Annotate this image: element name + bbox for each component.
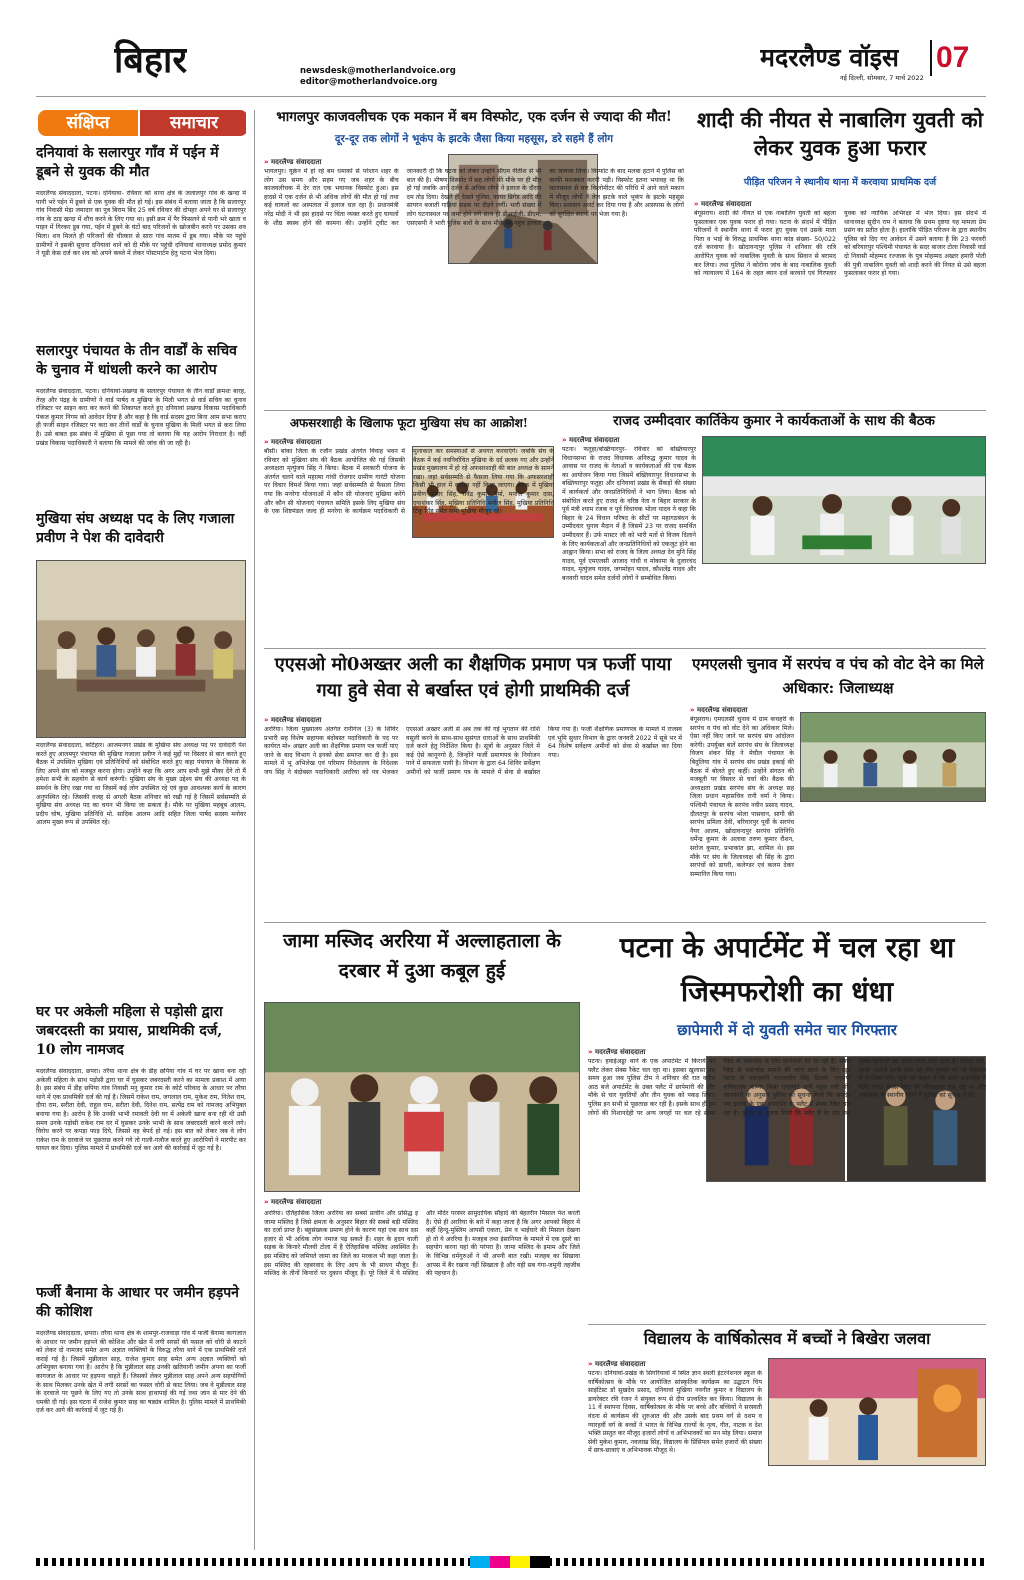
- brief-label-a: संक्षिप्त: [38, 110, 138, 136]
- brief-text: मदरलैण्ड संवाददाता, पटना। दनियावा- रविवार को थाना क्षेत्र के जलालपुर गांव के खन्दा में पानी भरे पईन में डूबने से एक युवक की मौत हो गई। इस संबंध में बताया जाता है कि सलारपुर गांव निवासी मेड़ा जमादार का पुत्र बिराम बिंद 25 वर्ष रविवार की दोपहर अपने घर से सलारपुर गांव के ठाड़ खन्दा में शौच करने के लिए गया था। इसी क्रम में पैर फिसलने से पानी भरे खाता व पाइन में गिरकर डूब गया, पईन में डूबने के घंटों बाद परिजनों के खोजबीन करने पर उसका शव मिला। शव मिलते ही परिजनों की चीत्कार से सारा गांव मातम में डूब गया। मौके पर पहुंचे ग्रामीणों ने इसकी सूचना दनियावां थाने को दी मौके पर पहुंची दनियावां थानाध्यक्ष प्रमोद कुमार ने यूडी केस दर्ज कर शव को अपने कब्जे में लेकर पोस्टमार्टम हेतु पटना भेज दिया।: [36, 190, 246, 258]
- story-headline: शादी की नीयत से नाबालिग युवती को लेकर युवक हुआ फरार: [696, 107, 984, 160]
- story-byline: » मदरलैण्ड संवाददाता: [562, 436, 702, 445]
- email-newsdesk[interactable]: newsdesk@motherlandvoice.org: [300, 66, 456, 76]
- story-byline: » मदरलैण्ड संवाददाता: [264, 438, 414, 447]
- story-subheadline: पीड़ित परिजन ने स्थानीय थाना में करवाया प्राथमिक दर्ज: [743, 177, 937, 188]
- story-text: बेगूसराय। एमएलसी चुनाव में ग्राम कचहरी के सरपंच व पंच को वोट देने का अधिकार मिले। ऐसा नहीं किए जाने पर सरपंच संघ आंदोलन करेगी। उपर्युक्त बातें सरपंच संघ के जिलाध्यक्ष विजय शंकर सिंह ने मेघौल पंचायत के बिदुलिया गांव में सरपंच संघ प्रखंड इकाई की बैठक में बोलते हुए कहीं। उन्होंने संगठन की मजबूती पर विस्तार से चर्चा की। बैठक की अध्यक्षता प्रखंड सरपंच संघ के अध्यक्ष सह जिला प्रधान महासचिव रानी वर्मा ने किया। पश्चिमी पंचायत के सरपंच नवीन प्रसाद यादव, दौलतपुर के सरपंच भोला पासवान, सागी की सरपंच प्रमिला देवी, बरियारपुर पूर्वी के सरपंच नैयर आलम, खोदावन्दपुर सरपंच प्रतिनिधि धर्मेन्द्र कुमार के अलावा तरुण कुमार रौशन, सरोज कुमार, प्रभाकांत झा, शामिल थे। इस मौके पर संघ के जिलाध्यक्ष श्री सिंह के द्वारा सरपंचों को डायरी, कलेण्डर एवं कलम देकर सम्मानित किया गया।: [690, 716, 794, 878]
- page-header: [0, 0, 1024, 100]
- story-text: अररिया। जिला मुख्यालय अंतर्गत रानीगंज (3) के शिविर प्रभारी सह विशेष सहायक बंदोबस्त पदाधिकारी के पद पर कार्यरत मो० अख्तर अली का शैक्षणिक प्रमाण पत्र फर्जी पाए जाने के बाद विभाग ने इनको सेवा समाप्त कर दी है। इस मामले में भू अभिलेख एवं परिमाप निदेशालय के निदेशक जय सिंह ने बंदोबस्त पदाधिकारी अररिया को पत्र भेजकर एएसओ अख्तर अली से अब तक की गई भुगतान की राशि वसूली करने के साथ-साथ सुसंगत धाराओं के साथ प्राथमिकी दर्ज करने हेतु निर्देशित किया है। सूत्रों के अनुसार जिले में कई ऐसे कानूनगो है, जिन्होंने फर्जी प्रमाणपत्र के नियोजन पाने में सफलता पायी है। विभाग के द्वारा 64 शिविर सर्वेक्षण अमीनों को फर्जी प्रमाण पत्र के मामले में सेवा से बर्खास्त किया गया है। फर्जी शैक्षणिक प्रमाणपत्र के मामले में राजस्व एवं भूमि सुधार विभाग के द्वारा जनवरी 2022 में सूबे भर में 64 विशेष सर्वेक्षण अमीनों को सेवा से बर्खास्त कर दिया गया।: [264, 726, 682, 776]
- story-patna: [588, 926, 986, 1322]
- story-headline: एएसओ मो0अख्तर अली का शैक्षणिक प्रमाण पत्र फर्जी पाया गया हुवे सेवा से बर्खास्त एवं होगी प्राथमिकी दर्ज: [274, 654, 672, 701]
- brief-headline: घर पर अकेली महिला से पड़ोसी द्वारा जबरदस्ती का प्रयास, प्राथमिकी दर्ज, 10 लोग नामजद: [36, 1004, 223, 1058]
- story-text: पटना। हवाईअड्डा थाने के एक अपार्टमेंट में किराये का फ्लैट लेकर सेक्स रैकेट चल रहा था। इसका खुलासा उस समय हुआ जब पुलिस टीम ने शनिवार की रात करीब आठ बजे अपार्टमेंट के उक्त फ्लैट में छापेमारी की और मौके से चार युवतियों और तीन युवक को पकड़ लिया। पुलिस इन सभी से पूछताछ कर रही है। इसके साथ ही इन लोगों की निशानदेही पर अन्य जगहों पर चल रहे सेक्स रैकेट के भंडाफोड़ के लिए छापेमारी की जा रही है। सेक्स रैकेट के भंडाफोड़ मामले की जांच करने के लिए खुद पटना के एसएसपी मानवजीत सिंह ढिल्लो, एएसपी सचिवालय काम्या मिश्रा एयरपोर्ट थाने पहुंच गयी थीं। जानकारी के अनुसार पुलिस को सूचना मिली कि जगदेव पथ इलाके के एक अपार्टमेंट के फ्लैट में सेक्स रैकेट चल रहा है। पुलिस के सूचना मिली कि फ्लैट में देर रात तक युवक-युवतियों का आना-जाना लगा रहता है। पकड़ा गया, इसके अलावे उनके साथ रहे तीन युवकों को भी हिरासत में ले लिया गया। सूत्रों का कहना है कि उक्त अपार्टमेंट में फ्लैट लेकर सेक्स रैकेट को गोरखधंधा चल रहा था और आसपास के स्थानीय लोगों ने पुलिस को सूचना दे दी।: [588, 1058, 986, 1117]
- story-headline: विद्यालय के वार्षिकोत्सव में बच्चों ने बिखेरा जलवा: [643, 1329, 931, 1348]
- section-title: बिहार: [114, 39, 188, 81]
- story-elope: [694, 106, 986, 406]
- story-headline: राजद उम्मीदवार कार्तिकेय कुमार ने कार्यकताओं के साथ की बैठक: [613, 413, 935, 429]
- brief-label-b: समाचार: [140, 110, 246, 136]
- email-editor[interactable]: editor@motherlandvoice.org: [300, 77, 438, 87]
- story-headline: भागलपुर काजवलीचक एक मकान में बम विस्फोट, एक दर्जन से ज्यादा की मौत!: [276, 109, 672, 125]
- mlc-photo: [800, 712, 986, 802]
- brief-headline: फर्जी बैनामा के आधार पर जमीन हड़पने की कोशिश: [36, 1285, 239, 1320]
- masthead-divider: [930, 40, 932, 76]
- masjid-photo: [264, 1002, 580, 1192]
- story-headline: पटना के अपार्टमेंट में चल रहा था जिस्मफरोशी का धंधा: [619, 931, 955, 1008]
- story-school: [588, 1326, 986, 1550]
- story-mukhiya-sangh: [264, 414, 554, 644]
- story-text: अररिया। ऐतिहासिक जिला अररिया का सबसे प्राचीन और प्रसिद्ध इ जामा मस्जिद है जिसे क्षमता के अनुसार बिहार की सबसे बड़ी मस्जिद का दर्जा प्राप्त है। बहुसंख्यक प्रमाण होने के कारण यहां एक साथ दस हजार से भी अधिक लोग नमाज पढ़ सकते हैं। शहर के हृदय वाली सड़क के किनारे मौलवी टोला में है ऐतिहासिक मस्जिद अवस्थित है। इस मस्जिद को जमियते जामा का जिले का मरकज भी कहा जाता है। इस मस्जिद की रहबरवाद के लिए आप के भी साधन मौजूद हैं। मस्जिद के तीनों किनारों पर दुकान मौजूद हैं। पूरे जिले में ये मस्जिद और मंदिर परस्पर सामुदायिक सौहार्द की बेहतरीन मिसाल पेश करती है। ऐसे ही अररिया के बारे में कहा जाता है कि अगर आपको बिहार में कहीं हिन्दू-मुस्लिम आपसी एकता, प्रेम व भाईचारे की मिसाल देखना हो तो ये अररिया है। मजहब तथा इंसानियत के मामले में एक दूसरे का सहयोग करना यहां की परंपरा है। जामा मस्जिद के इमाम और जिले के विभिन्न धर्मगुरुओं ने भी अपनी बात रखी। मजहब का सिखावा आपस में बैर रखना नहीं सिखाता है और यही सब गंगा-जमुनी तहजीब की पहचान है।: [264, 1210, 580, 1278]
- brief-text: मदरलैण्ड संवाददाता, पटना। दनियावां-प्रखण्ड के सलारपुर पंचायत के तीन वार्डों क्रमशः बारह, तेरह और पंद्रह के ग्रामीणों ने वार्ड पार्षद व मुखिया के मिली भगत से वार्ड सचिव का चुनाव रजिस्टर पर साइन करा कर करने की शिकायत करते हुए दनियावां प्रखण्ड विकास पदाधिकारी पंकज कुमार निगम को आवेदन दिया है और कहा है कि वार्ड सदस्य द्वारा बिना आम सभा कराए ही फर्जी साइन रजिस्टर पर करा कर तीनों वार्डों के चुनाव मुखिया के मिली भगत से करा लिया है। उसे बाबत इस संबंध में मुखिया से पूछा गया तो बताया कि यह आरोप निराधार है। वहीं प्रखंड विकास पदाधिकारी ने बताया कि मामले की जांच की जा रही है।: [36, 388, 246, 447]
- story-text: भागलपुर। यूक्रेन में हो रहे बम धमाकों से परेशान शहर के लोग उस समय और सहम गए जब शहर के बीच काजवलीचक में देर रात एक भयानक विस्फोट हुआ। इस हादसे में एक दर्जन से भी अधिक लोगों की मौत हो गई तथा कई घायलों का अस्पताल में इलाज चल रहा है। प्रधानमंत्री नरेंद्र मोदी ने भी इस हादसे पर चिंता व्यक्त करते हुए घायलों के शीघ्र स्वस्थ होने की कामना की। उन्होंने ट्वीट कर जानकारी दी कि घटना को लेकर उन्होंने सीएम नीतीश से भी बात की है। भीषण विस्फोट में छह लोगों की मौके पर ही मौत हो गई जबकि आधे दर्जन से अधिक लोगों ने इलाज के दौरान दम तोड़ दिया। देखते ही देखते पुलिस, फायर ब्रिगेड आदि की सायरन बजाती गाड़ियां सड़क पर दौड़ने लगीं। भारी संख्या में लोग घटनास्थल पर जमा होने लगे साथ ही डीआईजी, डीएम, एसएसपी ने भारी पुलिस बलों के साथ मौके पर पहुंच हालात का जायजा लिया। विस्फोट के बाद मलबा हटाने में पुलिस को काफी मशक्कत करनी पड़ी। विस्फोट इतना भयावह था कि घटनास्थल से चार किलोमीटर की परिधि में आने वाले मकान में मौजूद लोगों ने तेज झटके वाले भूकंप के झटके महसूस किए। प्रशासन अलर्ट कर दिया गया है और आसपास के लोगों को सुरक्षित स्थानों पर भेजा गया है।: [264, 168, 684, 227]
- row-divider: [264, 648, 986, 649]
- header-rule: [36, 96, 986, 97]
- story-aso: [264, 652, 682, 918]
- story-headline: अफसरशाही के खिलाफ फूटा मुखिया संघ का आक्रोश!: [289, 416, 529, 430]
- row-divider: [264, 922, 986, 923]
- email-block: [300, 66, 560, 88]
- brief-headline: दनियावां के सलारपुर गाँव में पईन में डूबने से युवक की मौत: [36, 145, 219, 180]
- footer-color-swatches: [470, 1556, 550, 1568]
- brief-text: मदरलैण्ड संवाददाता, कटिहार। आजमनगर प्रखंड के मुखिया संघ अध्यक्ष पद पर दावेदारी पेश करते हुए आलमपुर पंचायत की मुखिया गजाला प्रवीण ने कई मुद्दों पर विस्तार से बात करते हुए बैठक में उपस्थित मुखिया एवं प्रतिनिधियों को संबोधित करते हुए कहा पंचायत के विकास के लिए अपने संघ को मजबूत करना होगा। उन्होंने कहा कि अगर आप सभी मुझे मौका देंगे तो मैं हमेशा सभी के सहयोग से कार्य करूंगी। मुखिया संघ के मुख्य उद्देश्य संघ की अध्यक्ष पद के समर्थन के लिए रखा गया था जिसमें कई लोग उपस्थित रहे एवं कुछ आवश्यक कार्य के कारण अनुपस्थित रहे। जिसकी वजह से अगली बैठक शनिवार को रखी गई है जिसमें सर्वसम्मति से मुखिया संघ अध्यक्ष पद का चयन भी किया जा सकता है। मौके पर मुखिया महबूब आलम, प्रदीप घोष, मुखिया प्रतिनिधि मो. सादिक आलम आदि सहित जिला पार्षद सदस्य मनोवर आलम मुख्य रूप से उपस्थित रहे।: [36, 742, 246, 827]
- story-text: पटना। दनियावां-प्रखंड के सिगरियावां में स्थित ज्ञान स्थली इंटरनेशनल स्कूल के वार्षिकोत्सव के मौके पर आयोजित सांस्कृतिक कार्यक्रम का उद्घाटन चिप साइंटिस्ट डॉ सुखदेव प्रसाद, दनियावां मुखिया नवनीत कुमार व विद्यालय के डायरेक्टर रवि रंजन ने संयुक्त रूप से दीप प्रज्वलित कर किया। विद्यालय के 11 वें स्थापना दिवस, वार्षिकोत्सव के मौके पर बच्चे और बच्चियों ने सरस्वती वंदना से कार्यक्रम की शुरुआत की और उसके बाद प्रथम वर्ग से दशम व ग्यारहवीं वर्ग के बच्चों ने भारत के विभिन्न राज्यों के नृत्य, गीत, नाटक व देश भक्ति प्रस्तुत कर मौजूद हजारों लोगों व अभिभावकों का मन मोह लिया। समाज सेवी मुकेश कुमार, नवलाख सिंह, विद्यालय के प्रिंसिपल समेत हजारों की संख्या में छात्र-छात्राएं व अभिभावक मौजूद थे।: [588, 1370, 762, 1455]
- brief-label: [38, 110, 246, 136]
- column-divider: [254, 110, 255, 1550]
- brief-text: मदरलैण्ड संवाददाता, छपरा। तरैया थाना क्षेत्र के डीह छपिया गांव में घर पर खाना बना रही अकेली महिला के साथ पड़ोसी द्वारा घर में घुसकर जबरदस्ती करने का मामला प्रकाश में आया है। इस संबंध में डीह छपिया गांव निवासी मनु कुमार राम के कोर्ट परिवाद के आधार पर तरैया थाने में एक प्राथमिकी दर्ज की गई है। जिसमें राकेश राम, जगलाल राम, मुकेश राम, नितेश राम, दीपा राम, सरीता देवी, राहुल राम, सरीता देवी, दिनेश राम, सत्येंद्र राम को नामजद अभियुक्त बनाया गया है। आरोप है कि उनकी भाभी रमावती देवी घर में अकेली खाना बना रही थी उसी समय उनके पड़ोसी राकेश राम घर में घुसकर उनके भाभी के साथ जबरदस्ती करने करने लगे। विरोध करने पर कपड़ा फाड़ दिये, जिससे वह बेपर्द हो गई। इस बात को लेकर जब वे लोग राकेश राम के दरवाजे पर पूछताछ करने गये तो गाली-गलौज करते हुए आरोपियों ने मारपीट कर घायल कर दिया। पुलिस मामले में प्राथमिकी दर्ज कर आगे की कार्रवाई में जुट गई है।: [36, 1068, 246, 1153]
- story-blast: [264, 106, 684, 406]
- brief-photo-meeting: [36, 560, 246, 738]
- masthead: मदरलैण्ड वॉइस: [760, 43, 899, 72]
- story-text: पटना। फतुहा/बख्तियारपुर- रविवार को बख्तियारपुर विधानसभा के राजद विधायक अनिरुद्ध कुमार यादव के आवास पर राजद के नेताओं व कार्यकताओं की एक बैठक का आयोजन किया गया जिसमें बख्तियारपुर विधानसभा के बख्तियारपुर फतुहा और दनियावां प्रखंड के सैकड़ों की संख्या में कार्यकर्ता और जनप्रतिनिधियों ने भाग लिया। बैठक को संबोधित करते हुए राजद के वरिष्ठ नेता व बिहार सरकार के पूर्व मंत्री श्याम रजक व पूर्व विधायक भोला यादव ने कहा कि बिहार के 24 विधान परिषद के सीटों पर महागठबंधन के उम्मीदवार चुनाव मैदान में है जिसमें 23 पर राजद समर्थित उम्मीदवार हैं। उर्फ मास्टर जी को भारी मतों से विजय दिलाने के लिए कार्यकताओं और जनप्रतिनिधियों को एकजुट होने का आह्वान किया। सभा को राजद के जिला अध्यक्ष देव मुनि सिंह यादव, पूर्व एमएलसी आजाद गांधी व मोकामा के दुलारचंद यादव, मृत्युंजय यादव, जगमोहन यादव, कौशलेंद्र यादव और बनवारी यादव समेत दर्जनों लोगों ने सम्बोधित किया।: [562, 446, 696, 582]
- story-text: बेगूसराय। शादी की नीयत से एक नाबालिग युवती को बहला फुसलाकर एक युवक फरार हो गया। घटना के संदर्भ में पीड़ित परिजनों ने स्थानीय थाना में फरार हुए युवक एवं उसके माता पिता व भाई के विरुद्ध प्राथमिक थाना कांड संख्या- 50/022 दर्ज करवाया है। खोदावन्दपुर पुलिस ने शनिवार की रात्रि आरोपित युवक को नाबालिक युवती के साथ सिवान से बरामद कर लिया। तथा पुलिस ने कोरोना जांच के बाद नाबालिक युवती को न्यायालय में 164 के तहत ब्यान दर्ज करवाने एवं गिरफ्तार युवक को न्यायिक अभिरक्षा में भेज दिया। इस संदर्भ में थानाध्यक्ष सुदीन राम ने बताया कि प्रथम दृष्टया यह मामला प्रेम प्रसंग का प्रतीत होता है। हालांकि पीड़ित परिजन के द्वारा स्थानीय पुलिस को दिए गए आवेदन में उसने बताया है कि 23 फरवरी को बरियारपुर पश्चिमी पंचायत के सदर बाजार टोला निवासी वार्ड दो निवासी मोहम्मद रज्जाक के पुत्र मोहम्मद अख्तर हमारी पोती की पुत्री नाबालिग युवती को शादी करने की नियत से उसे बहला फुसलाकर फरार हो गया।: [694, 210, 986, 278]
- story-mlc: [690, 652, 986, 918]
- story-byline: » मदरलैण्ड संवाददाता: [264, 1198, 414, 1207]
- story-byline: » मदरलैण्ड संवाददाता: [588, 1048, 738, 1057]
- dateline: नई दिल्ली, सोमवार, 7 मार्च 2022: [840, 74, 924, 82]
- story-byline: » मदरलैण्ड संवाददाता: [264, 158, 414, 167]
- brief-headline: सलारपुर पंचायत के तीन वार्डों के सचिव के चुनाव में धांधली करने का आरोप: [36, 343, 237, 378]
- brief-column: [36, 110, 246, 1550]
- story-kartikey: [562, 410, 986, 644]
- story-byline: » मदरलैण्ड संवाददाता: [694, 200, 844, 209]
- story-subheadline: छापेमारी में दो युवती समेत चार गिरफ्तार: [677, 1021, 897, 1039]
- page-number: 07: [936, 41, 970, 74]
- brief-headline: मुखिया संघ अध्यक्ष पद के लिए गजाला प्रवीण ने पेश की दावेदारी: [36, 511, 235, 546]
- row-divider: [588, 1324, 986, 1325]
- story-text: बौंसी। बांका जिला के रजौन प्रखंड अंतर्गत विवाह भवन में रविवार को मुखिया संघ की बैठक आयोजित की गई जिसकी अध्यक्षता मृत्युंजय सिंह ने किया। बैठक में सरकारी योजना के अंतर्गत चलने वाले महात्मा गांधी रोजगार ग्रामीण गारंटी योजना पर विचार विमर्श किया गया। जहां सर्वसम्मति से फैसला लिया गया कि मनरेगा योजनाओं में कौन सी योजनाएं मुखिया करेंगे और कौन सी योजनाएं पंचायत समिति इसके लिए मुखिया संघ के एक शिष्टमंडल जल्द ही मनरेगा के कार्यक्रम पदाधिकारी से मुलाकात कर समस्याओं से अवगत करवाएंगे। जबकि संघ के बैठक में कई नवनिर्वाचित मुखिया के दर्द छलक गए और उन्होंने प्रखंड मुख्यालय में हो रहे अफसरशाही की बात अध्यक्ष के सामने रखा। जहां सर्वसम्मति से फैसला लिया गया कि अफसरशाही किसी भी हाल में बर्दाश्त नहीं किया जाएगा। बैठक में मुखिया प्रवीण कुमार सिंह, रविंद्र कुमार वर्मा, मनोज कुमार दास, दयाशंकर सिंह, मुखिया प्रतिनिधि मनोज सिंह, मुखिया प्रतिनिधि टिंकू सिंह समेत सभी मुखिया मौजूद रहे।: [264, 448, 554, 516]
- kartikey-photo: [702, 436, 986, 564]
- story-headline: एमएलसी चुनाव में सरपंच व पंच को वोट देने का मिले अधिकार: जिलाध्यक्ष: [692, 655, 984, 697]
- story-byline: » मदरलैण्ड संवाददाता: [588, 1360, 738, 1369]
- story-headline: जामा मस्जिद अररिया में अल्लाहताला के दरबार में दुआ कबूल हुई: [283, 930, 561, 982]
- story-masjid: [264, 926, 580, 1550]
- brief-text: मदरलैण्ड संवाददाता, छपरा। तरैया थाना क्षेत्र के शामपुर-राजवाड़ा गांव में फर्जी बैनामा कागजात के आधार पर जमीन हड़पने की कोशिश और खेत में लगी सरसों की फसल को चोरी से काटने को लेकर दो नामजद समेत अन्य अज्ञात व्यक्तियों के विरुद्ध तरैया थाने में एक प्राथमिकी दर्ज कराई गई है। जिसमें मुन्नीलाल साह, राजेश कुमार साह समेत अन्य अज्ञात व्यक्तियों को अभियुक्त बनाया गया है। आरोप है कि मुन्नीलाल साह उनकी खतियानी जमीन अपना का फर्जी कागजात के आधार पर हड़पना चाहते हैं। जिसको लेकर मुन्नीलाल साह अपने अन्य सहयोगियों के साथ मिलकर उनके खेत में लगी सरसों का फसल चोरी से काट लिया। जब वे मुन्नीलाल साह के दरवाजे पर पूछने के लिए गए तो उनके साथ हाथापाई की गई तथा जान से मार देने की धमकी दी गई। इस घटना में राजेश कुमार साह का षड्यंत्र शामिल है। पुलिस मामले में प्राथमिकी दर्ज कर आगे की कार्रवाई में जुट गई है।: [36, 1330, 246, 1415]
- story-byline: » मदरलैण्ड संवाददाता: [264, 716, 414, 725]
- story-byline: » मदरलैण्ड संवाददाता: [690, 706, 840, 715]
- school-photo: [768, 1358, 986, 1466]
- story-subheadline: दूर-दूर तक लोगों ने भूकंप के झटके जैसा किया महसूस, डरे सहमे हैं लोग: [334, 133, 614, 145]
